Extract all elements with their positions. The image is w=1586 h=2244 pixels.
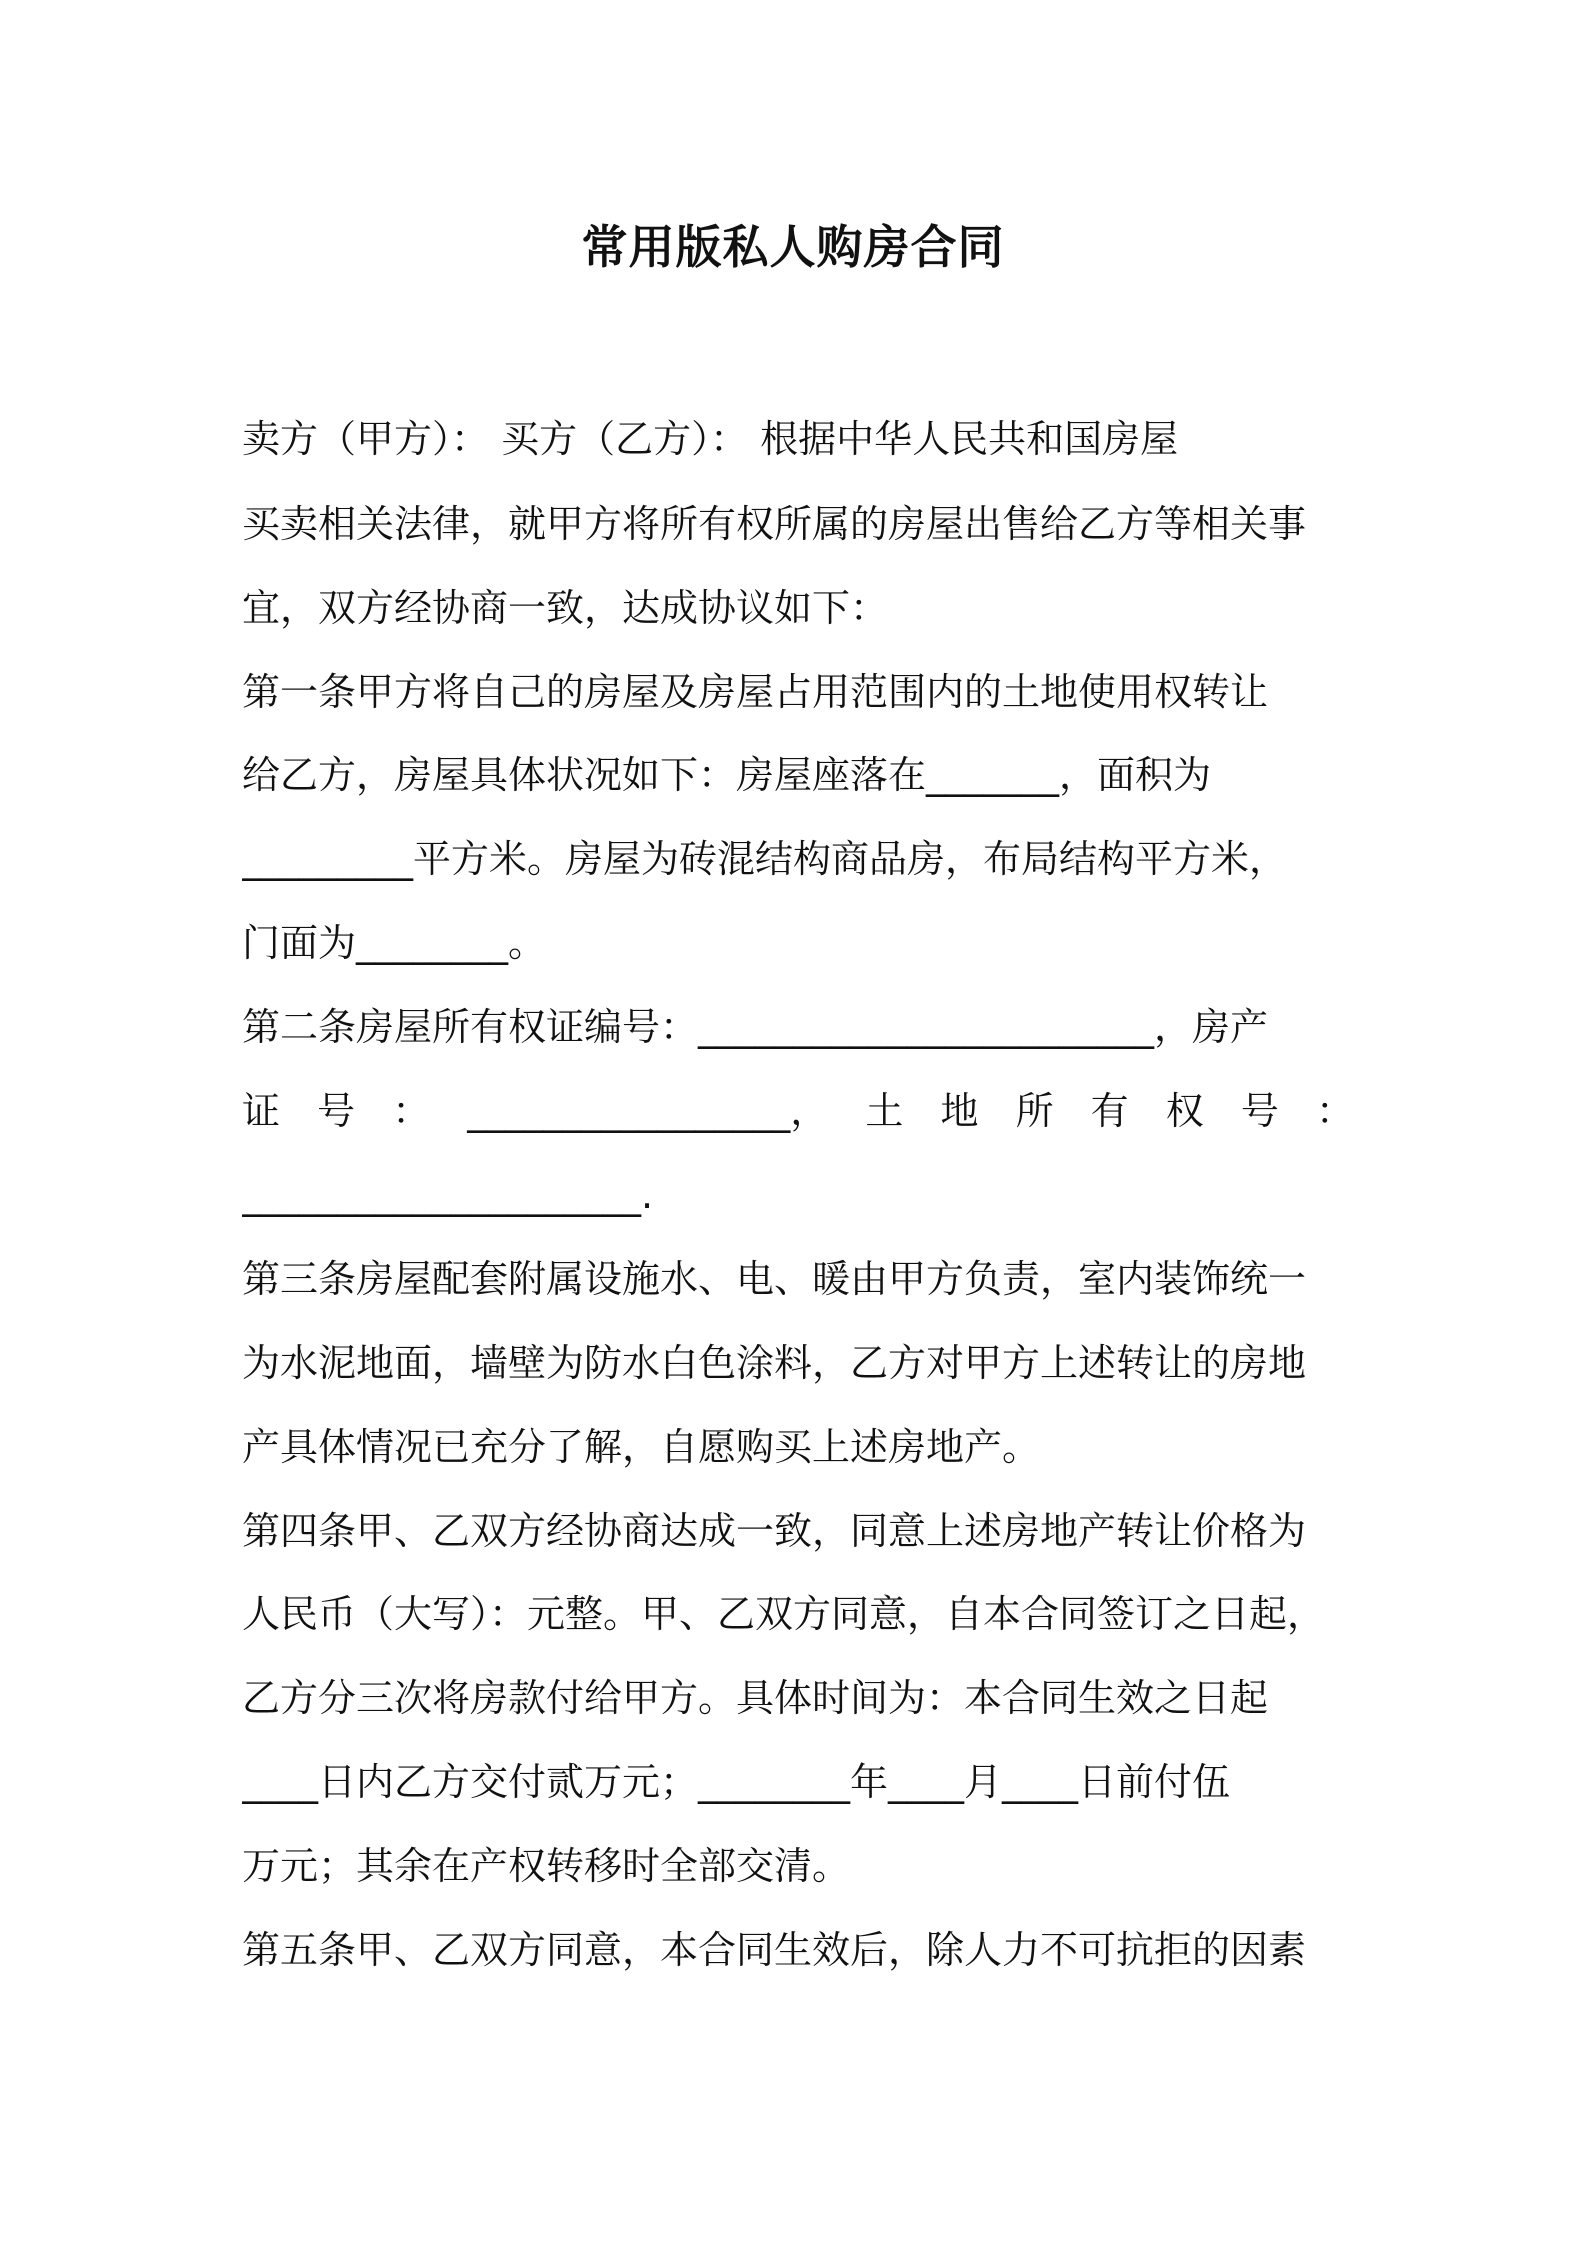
text-line: 卖方（甲方）： 买方（乙方）： 根据中华人民共和国房屋: [242, 417, 1179, 461]
text-line: 乙方分三次将房款付给甲方。具体时间为：本合同生效之日起: [242, 1676, 1269, 1720]
text-line: _____________________.: [242, 1173, 654, 1217]
text-line-spread: [242, 1069, 1354, 1153]
text-line: 产具体情况已充分了解，自愿购买上述房地产。: [242, 1425, 1041, 1469]
spread-char: 土: [865, 1089, 904, 1133]
spread-char: 所: [1015, 1089, 1054, 1133]
text-line: 第四条甲、乙双方经协商达成一致，同意上述房地产转让价格为: [242, 1509, 1307, 1553]
text-line: 万元；其余在产权转移时全部交清。: [242, 1844, 851, 1888]
spread-char: 证: [242, 1089, 281, 1133]
text-line: _________平方米。房屋为砖混结构商品房，布局结构平方米，: [242, 837, 1288, 881]
text-line: 给乙方，房屋具体状况如下：房屋座落在_______，面积为: [242, 753, 1212, 797]
text-line: 宜，双方经协商一致，达成协议如下：: [242, 586, 889, 630]
text-line: ____日内乙方交付贰万元；________年____月____日前付伍: [242, 1760, 1231, 1804]
text-line: 第五条甲、乙双方同意，本合同生效后，除人力不可抗拒的因素: [242, 1928, 1307, 1972]
text-line: 第二条房屋所有权证编号：________________________，房产: [242, 1005, 1269, 1049]
text-line: 人民币（大写）：元整。甲、乙双方同意，自本合同签订之日起，: [242, 1592, 1326, 1636]
text-line: 门面为________。: [242, 921, 547, 965]
spread-char: 号: [317, 1089, 356, 1133]
spread-char: 权: [1165, 1089, 1204, 1133]
text-line: 第一条甲方将自己的房屋及房屋占用范围内的土地使用权转让: [242, 670, 1269, 714]
spread-char: 地: [940, 1089, 979, 1133]
text-line: 为水泥地面，墙壁为防水白色涂料，乙方对甲方上述转让的房地: [242, 1341, 1307, 1385]
spread-char: 号: [1240, 1089, 1279, 1133]
spread-char: 有: [1090, 1089, 1129, 1133]
spread-char: ：: [1315, 1089, 1354, 1133]
spread-char: _________________，: [467, 1089, 829, 1133]
spread-char: ：: [392, 1089, 431, 1133]
text-line: 买卖相关法律，就甲方将所有权所属的房屋出售给乙方等相关事: [242, 502, 1307, 546]
text-line: 第三条房屋配套附属设施水、电、暖由甲方负责，室内装饰统一: [242, 1257, 1307, 1301]
document-title: 常用版私人购房合同: [581, 220, 1005, 274]
